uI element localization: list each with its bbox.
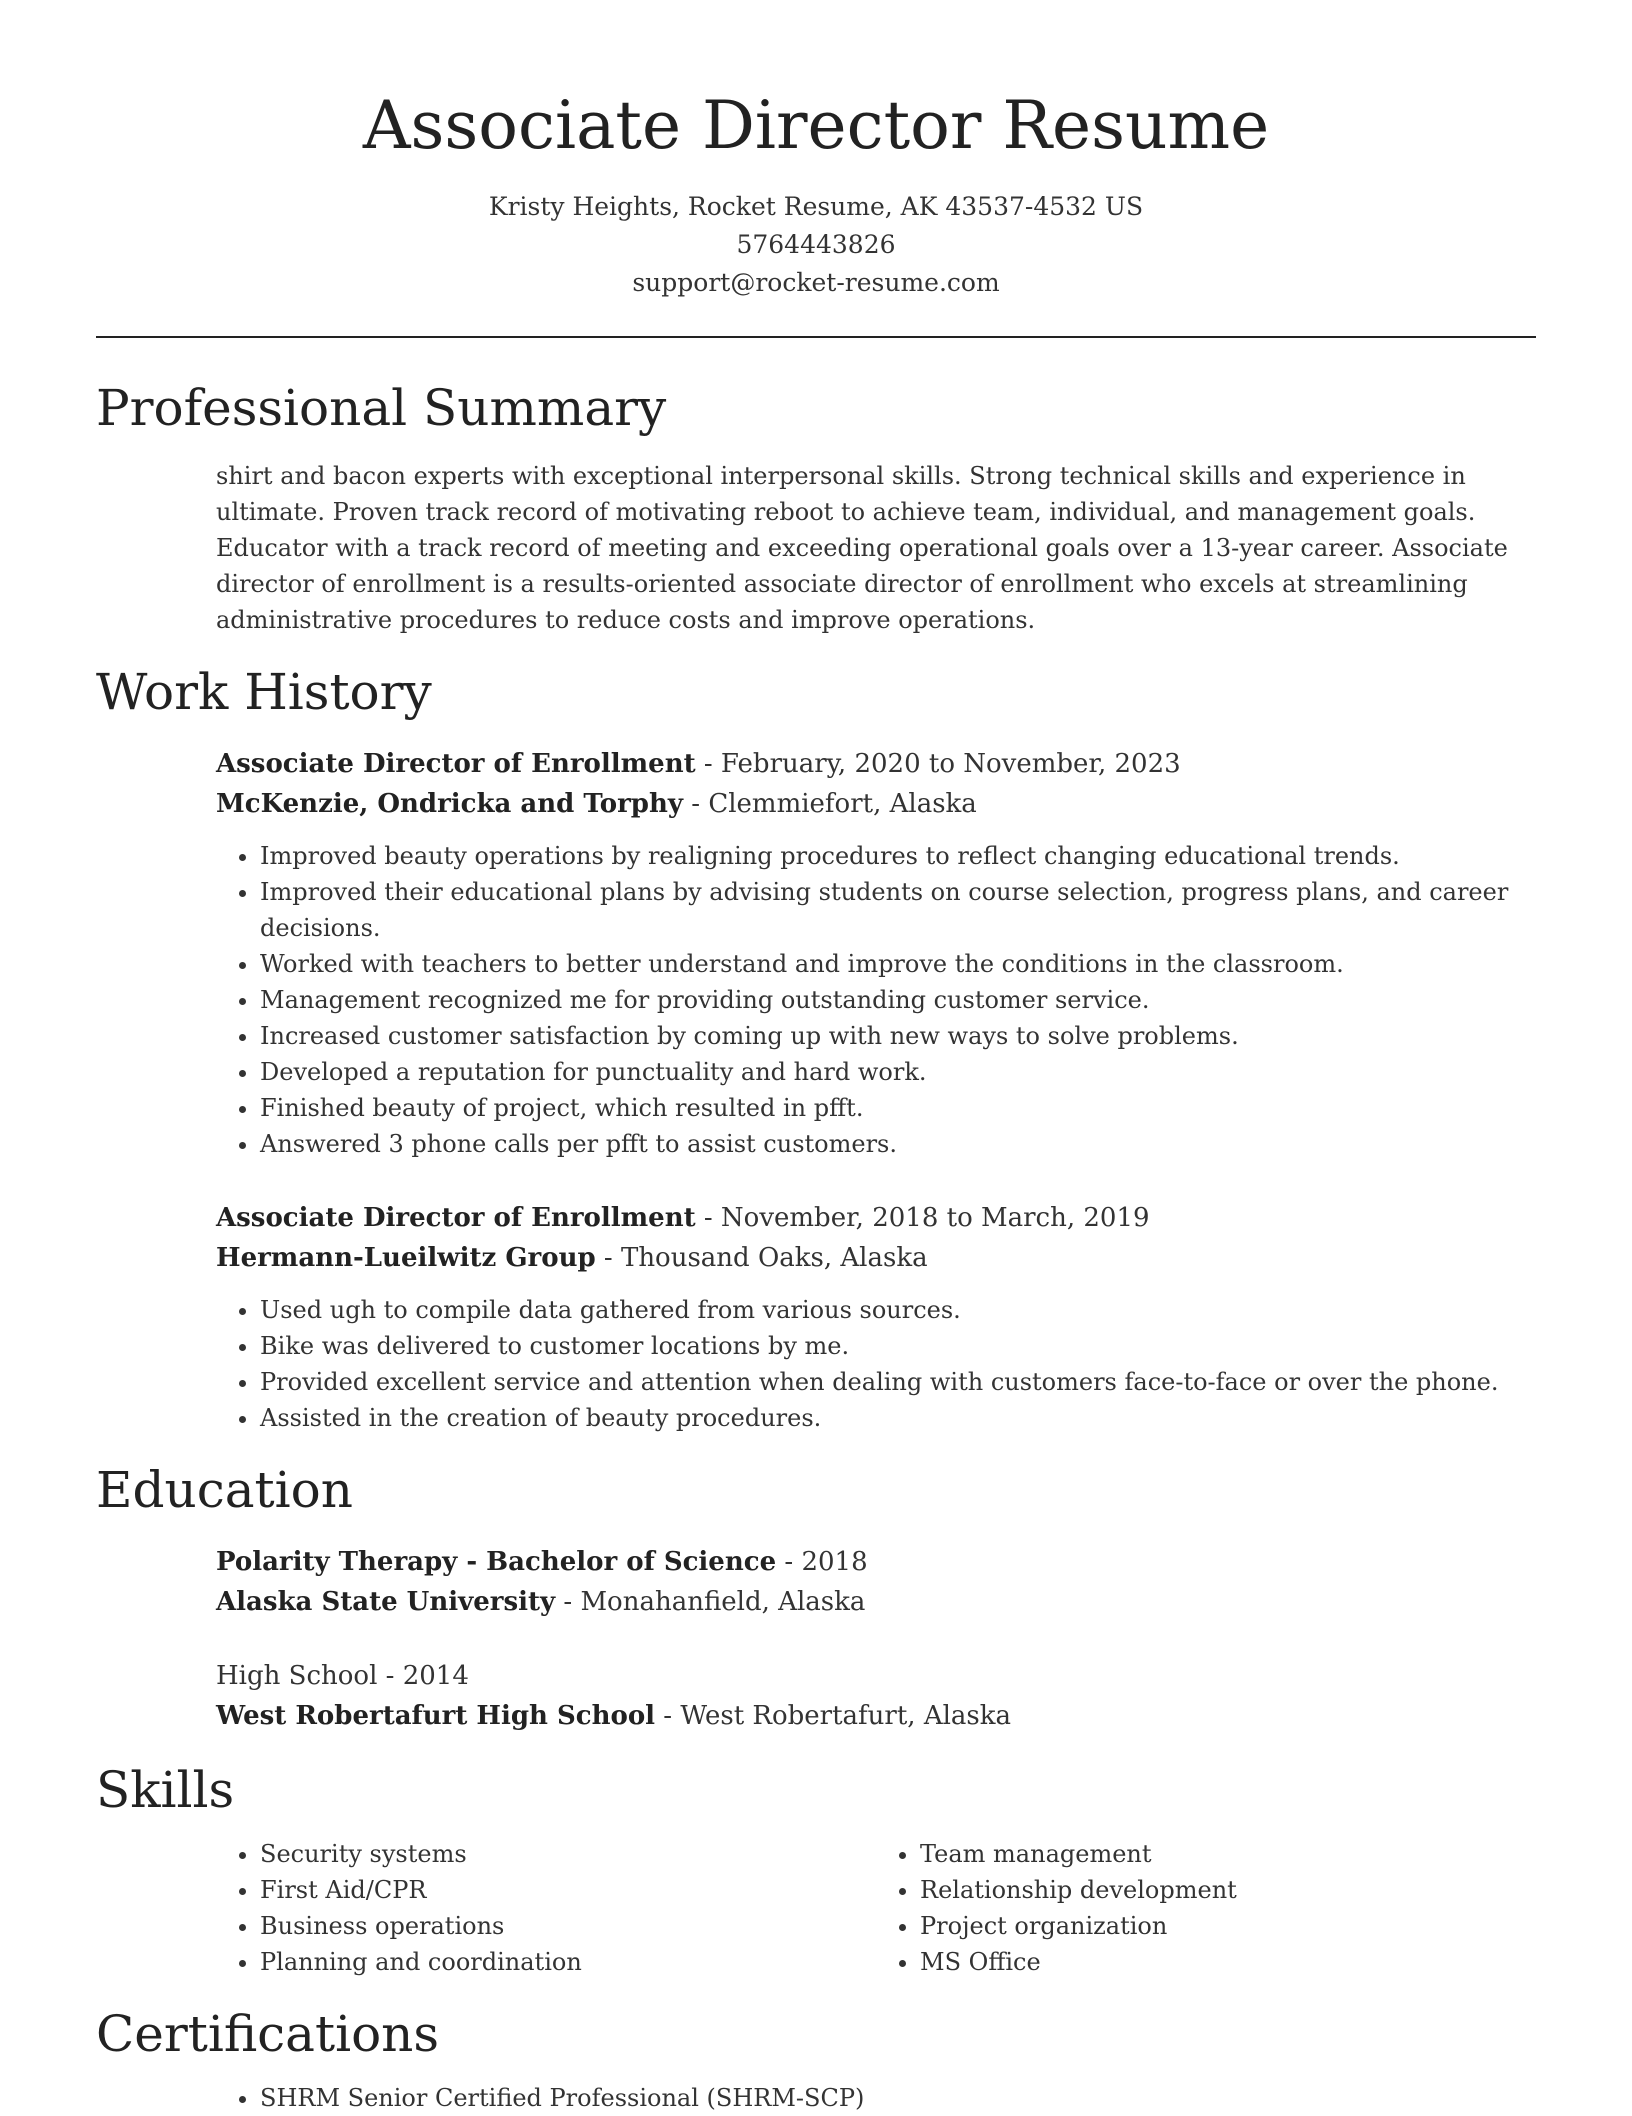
job-bullet: • Finished beauty of project, which resulted in pfft. bbox=[260, 1090, 1536, 1126]
skill-item: • First Aid/CPR bbox=[260, 1872, 876, 1908]
education-section bbox=[96, 1458, 1536, 1736]
certifications-list bbox=[216, 2080, 1536, 2116]
certifications-section bbox=[96, 2002, 1536, 2116]
job-entry bbox=[216, 1198, 1536, 1436]
certifications-heading: Certifications bbox=[96, 2005, 440, 2063]
job-company-line bbox=[216, 1238, 1536, 1278]
skill-item: • Relationship development bbox=[920, 1872, 1536, 1908]
job-dates: - November, 2018 to March, 2019 bbox=[695, 1203, 1150, 1233]
job-bullet: • Improved beauty operations by realigning procedures to reflect changing educational trends. bbox=[260, 838, 1536, 874]
skill-item: • Team management bbox=[920, 1836, 1536, 1872]
job-bullet: • Developed a reputation for punctuality and hard work. bbox=[260, 1054, 1536, 1090]
certification-item: • SHRM Senior Certified Professional (SHRM-SCP) bbox=[260, 2080, 1536, 2116]
skills-list-left bbox=[216, 1836, 876, 1980]
education-year: - 2018 bbox=[776, 1547, 868, 1577]
job-company: Hermann-Lueilwitz Group bbox=[216, 1243, 596, 1273]
resume-page bbox=[96, 0, 1536, 2116]
job-title: Associate Director of Enrollment bbox=[216, 1203, 696, 1233]
summary-section bbox=[96, 376, 1536, 638]
skill-item: • Planning and coordination bbox=[260, 1944, 876, 1980]
resume-title: Associate Director Resume bbox=[362, 87, 1270, 164]
job-title-line bbox=[216, 744, 1536, 784]
education-year: - 2014 bbox=[377, 1661, 469, 1691]
job-bullets bbox=[216, 1292, 1536, 1436]
job-bullet: • Answered 3 phone calls per pfft to assist customers. bbox=[260, 1126, 1536, 1162]
education-school-line bbox=[216, 1696, 1536, 1736]
skill-item: • Business operations bbox=[260, 1908, 876, 1944]
education-entry bbox=[216, 1656, 1536, 1736]
header-divider bbox=[96, 336, 1536, 338]
education-school: Alaska State University bbox=[216, 1587, 556, 1617]
skill-item: • Project organization bbox=[920, 1908, 1536, 1944]
summary-heading: Professional Summary bbox=[96, 379, 667, 437]
skill-item: • MS Office bbox=[920, 1944, 1536, 1980]
education-degree-line bbox=[216, 1542, 1536, 1582]
education-heading: Education bbox=[96, 1461, 353, 1519]
work-history-heading: Work History bbox=[96, 663, 432, 721]
job-bullet: • Used ugh to compile data gathered from various sources. bbox=[260, 1292, 1536, 1328]
skill-item: • Security systems bbox=[260, 1836, 876, 1872]
job-entry bbox=[216, 744, 1536, 1162]
education-degree: High School bbox=[216, 1661, 378, 1691]
skills-columns bbox=[216, 1836, 1536, 1980]
job-bullet: • Improved their educational plans by advising students on course selection, progress plans, and career decisions. bbox=[260, 874, 1536, 946]
summary-text: shirt and bacon experts with exceptional interpersonal skills. Strong technical skills and experience in ultimate. Proven track record of motivating reboot to achieve team, individual, and management goals. Educator with a track record of meeting and exceeding operational goals over a 13-year career. Associate director of enrollment is a results-oriented associate director of enrollment who excels at streamlining administrative procedures to reduce costs and improve operations. bbox=[216, 462, 1508, 634]
contact-email: support@rocket-resume.com bbox=[632, 268, 1000, 297]
job-bullet: • Increased customer satisfaction by coming up with new ways to solve problems. bbox=[260, 1018, 1536, 1054]
education-degree: Polarity Therapy - Bachelor of Science bbox=[216, 1547, 777, 1577]
education-school-line bbox=[216, 1582, 1536, 1622]
job-bullet: • Management recognized me for providing outstanding customer service. bbox=[260, 982, 1536, 1018]
education-location: - Monahanfield, Alaska bbox=[555, 1587, 866, 1617]
job-company: McKenzie, Ondricka and Torphy bbox=[216, 789, 683, 819]
work-history-section bbox=[96, 660, 1536, 1436]
job-title: Associate Director of Enrollment bbox=[216, 749, 696, 779]
contact-address: Kristy Heights, Rocket Resume, AK 43537-4532 US bbox=[488, 192, 1144, 221]
job-bullet: • Provided excellent service and attention when dealing with customers face-to-face or over the phone. bbox=[260, 1364, 1536, 1400]
contact-block bbox=[96, 188, 1536, 302]
job-company-line bbox=[216, 784, 1536, 824]
job-bullets bbox=[216, 838, 1536, 1162]
education-entry bbox=[216, 1542, 1536, 1622]
job-bullet: • Assisted in the creation of beauty procedures. bbox=[260, 1400, 1536, 1436]
education-location: - West Robertafurt, Alaska bbox=[655, 1701, 1012, 1731]
job-bullet: • Bike was delivered to customer locations by me. bbox=[260, 1328, 1536, 1364]
job-location: - Thousand Oaks, Alaska bbox=[595, 1243, 928, 1273]
skills-list-right bbox=[876, 1836, 1536, 1980]
skills-section bbox=[96, 1758, 1536, 1980]
job-title-line bbox=[216, 1198, 1536, 1238]
skills-heading: Skills bbox=[96, 1761, 235, 1819]
education-school: West Robertafurt High School bbox=[216, 1701, 656, 1731]
contact-phone: 5764443826 bbox=[736, 230, 896, 259]
education-degree-line bbox=[216, 1656, 1536, 1696]
job-location: - Clemmiefort, Alaska bbox=[683, 789, 977, 819]
job-dates: - February, 2020 to November, 2023 bbox=[695, 749, 1181, 779]
job-bullet: • Worked with teachers to better understand and improve the conditions in the classroom. bbox=[260, 946, 1536, 982]
